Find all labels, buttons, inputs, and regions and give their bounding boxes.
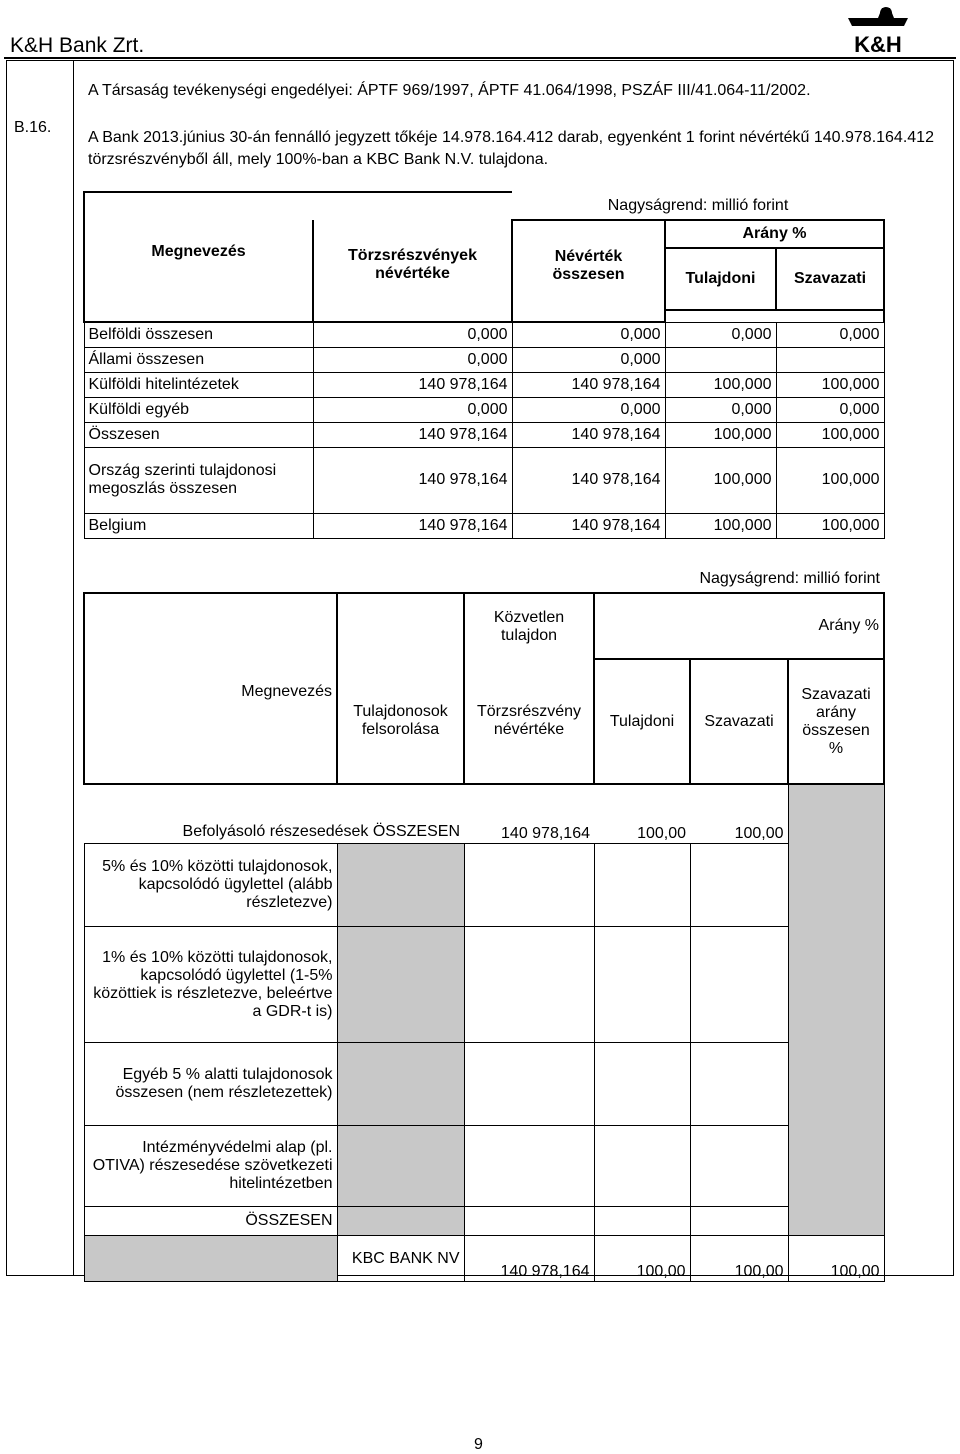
row-value: 140 978,164 — [313, 513, 512, 538]
row-value: 0,000 — [512, 322, 665, 347]
row-label: Ország szerinti tulajdonosi megoszlás összesen — [84, 447, 313, 513]
t1-header-tulajdoni: Tulajdoni — [665, 248, 776, 310]
row-value — [665, 347, 776, 372]
t2-r7-torzs: 140 978,164 — [464, 1236, 594, 1282]
capital-paragraph: A Bank 2013.június 30-án fennálló jegyzett tőkéje 14.978.164.412 darab, egyenként 1 forint névértékű 140.978.164.412 törzsrészvényből áll, mely 100%-ban a KBC Bank N.V. tulajdona. — [88, 129, 934, 168]
t2-header-tulajdoni: Tulajdoni — [594, 659, 690, 783]
row-value: 140 978,164 — [512, 447, 665, 513]
row-value: 0,000 — [776, 322, 884, 347]
row-value: 0,000 — [665, 322, 776, 347]
t2-row-osszesen: ÖSSZESEN — [84, 1207, 337, 1236]
t2-header-torzs: Törzsrészvény névértéke — [464, 659, 594, 783]
row-value: 0,000 — [512, 347, 665, 372]
t2-r7-szav-osszes: 100,00 — [788, 1236, 884, 1282]
table-row — [84, 513, 884, 538]
row-label: Állami összesen — [84, 347, 313, 372]
t2-gray-cell — [337, 927, 464, 1043]
t2-header-szavazati: Szavazati — [690, 659, 788, 783]
row-value: 0,000 — [776, 397, 884, 422]
section-label: B.16. — [14, 119, 52, 136]
t2-r7-tul: 100,00 — [594, 1236, 690, 1282]
licenses-paragraph: A Társaság tevékenységi engedélyei: ÁPTF 969/1997, ÁPTF 41.064/1998, PSZÁF III/41.064-11/2002. — [88, 82, 811, 99]
row-label: Külföldi hitelintézetek — [84, 372, 313, 397]
t2-magnitude: Nagyságrend: millió forint — [699, 569, 880, 587]
row-value: 100,000 — [665, 513, 776, 538]
row-value: 140 978,164 — [313, 422, 512, 447]
ownership-table — [83, 191, 883, 534]
row-value: 140 978,164 — [512, 372, 665, 397]
row-value: 0,000 — [665, 397, 776, 422]
table-row — [84, 397, 884, 422]
t2-header-szav-osszes: Szavazati arány összesen % — [788, 659, 884, 783]
t1-header-arany: Arány % — [665, 220, 884, 248]
logo-text: K&H — [854, 32, 902, 56]
table-row — [84, 422, 884, 447]
table-row — [84, 322, 884, 347]
t2-gray-cell — [337, 1207, 464, 1236]
t2-gray-cell — [84, 1236, 337, 1282]
t2-row-egyeb: Egyéb 5 % alatti tulajdonosok összesen (nem részletezettek) — [84, 1043, 337, 1126]
header-divider — [4, 57, 956, 59]
t1-header-nevertek: Névérték összesen — [512, 220, 665, 310]
t2-gray-cell — [337, 1043, 464, 1126]
t2-header-name: Megnevezés — [84, 659, 337, 783]
t1-header-szavazati: Szavazati — [776, 248, 884, 310]
row-value: 100,000 — [665, 447, 776, 513]
t2-header-arany: Arány % — [788, 593, 884, 659]
t2-row-befolyasolo — [84, 784, 464, 844]
t2-gray-column — [788, 784, 884, 1236]
t2-r7-owner: KBC BANK NV — [337, 1236, 464, 1282]
row-label: Külföldi egyéb — [84, 397, 313, 422]
table-row — [84, 447, 884, 513]
row-value: 140 978,164 — [313, 372, 512, 397]
t2-row-otiva: Intézményvédelmi alap (pl. OTIVA) részesedése szövetkezeti hitelintézetben — [84, 1126, 337, 1207]
row-label: Összesen — [84, 422, 313, 447]
t2-row-5-10: 5% és 10% közötti tulajdonosok, kapcsolódó ügylettel (alább részletezve) — [84, 844, 337, 927]
t2-r1-szav: 100,00 — [734, 825, 784, 843]
page-number: 9 — [474, 1436, 483, 1453]
row-value: 140 978,164 — [313, 447, 512, 513]
t2-gray-cell — [337, 1126, 464, 1207]
t2-gray-cell — [337, 844, 464, 927]
row-value: 140 978,164 — [512, 422, 665, 447]
row-value: 0,000 — [313, 347, 512, 372]
kh-logo-icon — [838, 4, 918, 56]
t2-header-felsorolas: Tulajdonosok felsorolása — [337, 659, 464, 783]
row-value: 100,000 — [776, 447, 884, 513]
row-value: 100,000 — [776, 422, 884, 447]
row-value: 0,000 — [313, 397, 512, 422]
table-row — [84, 372, 884, 397]
row-value: 0,000 — [313, 322, 512, 347]
t2-r1-tul: 100,00 — [637, 825, 686, 843]
row-value: 100,000 — [665, 422, 776, 447]
t2-header-kozvetlen: Közvetlen tulajdon — [464, 593, 594, 659]
row-label: Belgium — [84, 513, 313, 538]
direct-ownership-table — [83, 566, 883, 1282]
t1-magnitude: Nagyságrend: millió forint — [607, 196, 789, 214]
t2-row-1-10: 1% és 10% közötti tulajdonosok, kapcsolódó ügylettel (1-5% közöttiek is részletezve, beleértve a GDR-t is) — [84, 927, 337, 1043]
row-value: 100,000 — [665, 372, 776, 397]
section-separator — [73, 60, 74, 1276]
row-value: 100,000 — [776, 513, 884, 538]
row-value: 0,000 — [512, 397, 665, 422]
table-row — [84, 347, 884, 372]
company-name: K&H Bank Zrt. — [10, 34, 145, 57]
row-label: Belföldi összesen — [84, 322, 313, 347]
t1-header-torzs: Törzsrészvények névértéke — [313, 220, 512, 310]
row-value — [776, 347, 884, 372]
row-value: 140 978,164 — [512, 513, 665, 538]
t2-r1-torzs: 140 978,164 — [501, 825, 590, 843]
t2-row-befolyasolo-label: Befolyásoló részesedések ÖSSZESEN — [182, 823, 460, 841]
t2-r7-szav: 100,00 — [690, 1236, 788, 1282]
t1-header-name: Megnevezés — [84, 192, 313, 310]
row-value: 100,000 — [776, 372, 884, 397]
